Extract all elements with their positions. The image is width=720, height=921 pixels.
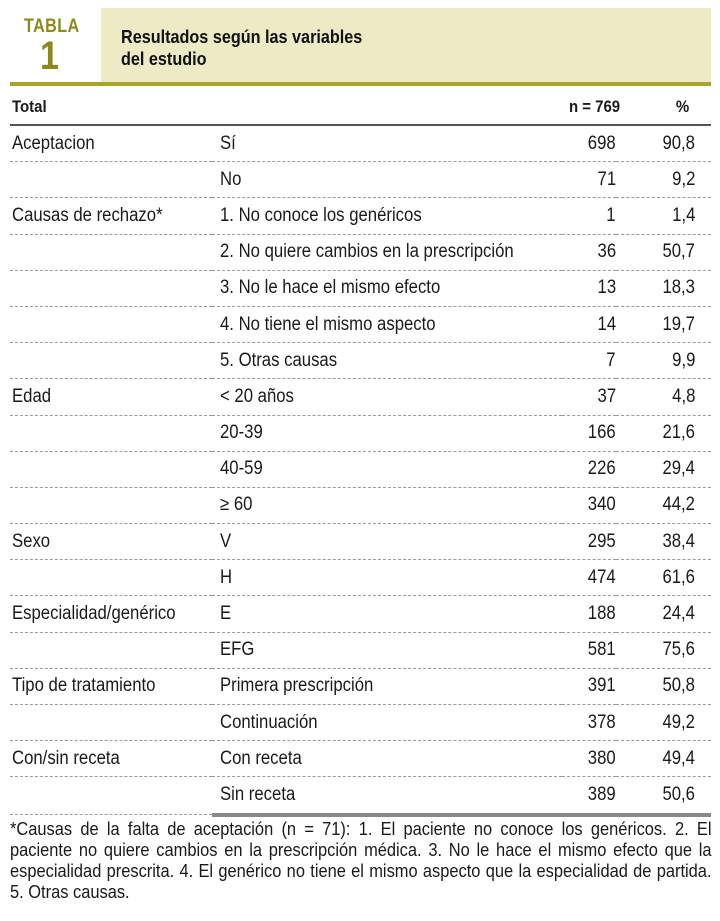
table-row <box>10 487 711 523</box>
table-row <box>10 125 711 162</box>
percent-cell-text: 50,6 <box>662 783 695 805</box>
count-cell-text: 378 <box>588 711 616 733</box>
count-cell <box>562 125 616 162</box>
count-cell <box>562 451 616 487</box>
count-cell-text: 698 <box>588 132 616 154</box>
variable-cell <box>10 451 212 487</box>
percent-cell <box>616 306 711 342</box>
category-cell-text: 2. No quiere cambios en la prescripción <box>220 241 514 263</box>
count-cell <box>562 705 616 741</box>
percent-cell-text: 61,6 <box>662 566 695 588</box>
count-cell-text: 295 <box>588 530 616 552</box>
table-title-line1: Resultados según las variables <box>121 27 363 47</box>
table-label-block <box>10 8 100 82</box>
table-row <box>10 415 711 451</box>
category-cell <box>212 668 562 704</box>
variable-cell-text: Tipo de tratamiento <box>12 675 156 697</box>
percent-cell-text: 49,2 <box>662 711 695 733</box>
percent-cell <box>616 234 711 270</box>
count-cell-text: 340 <box>588 494 616 516</box>
variable-cell <box>10 705 212 741</box>
category-cell-text: Sin receta <box>220 783 296 805</box>
category-cell <box>212 451 562 487</box>
category-cell-text: 1. No conoce los genéricos <box>220 204 422 226</box>
count-cell <box>562 306 616 342</box>
category-cell-text: 4. No tiene el mismo aspecto <box>220 313 436 335</box>
count-cell-text: 474 <box>588 566 616 588</box>
percent-cell <box>616 451 711 487</box>
count-cell-text: 1 <box>606 204 616 226</box>
category-cell <box>212 632 562 668</box>
category-cell-text: Primera prescripción <box>220 675 374 697</box>
count-cell-text: 14 <box>597 313 616 335</box>
count-cell <box>562 198 616 234</box>
percent-cell <box>616 343 711 379</box>
table-label: TABLA <box>24 16 80 37</box>
count-cell-text: 37 <box>597 385 616 407</box>
table-row <box>10 560 711 596</box>
percent-cell-text: 9,9 <box>671 349 695 371</box>
category-cell <box>212 270 562 306</box>
variable-cell <box>10 125 212 162</box>
table-row <box>10 270 711 306</box>
count-cell <box>562 487 616 523</box>
percent-cell-text: 50,7 <box>662 241 695 263</box>
header-divider <box>10 82 711 86</box>
count-cell <box>562 415 616 451</box>
category-cell-text: E <box>220 603 232 625</box>
variable-cell <box>10 306 212 342</box>
variable-cell <box>10 632 212 668</box>
count-cell <box>562 162 616 198</box>
category-cell <box>212 741 562 777</box>
variable-cell-text: Sexo <box>12 530 51 552</box>
table-body <box>10 125 711 815</box>
count-cell-text: 389 <box>588 783 616 805</box>
count-cell-text: 36 <box>597 241 616 263</box>
category-cell <box>212 198 562 234</box>
category-cell-text: 20-39 <box>220 422 263 444</box>
count-cell-text: 226 <box>588 458 616 480</box>
percent-cell-text: 19,7 <box>662 313 695 335</box>
percent-cell <box>616 379 711 415</box>
percent-cell <box>616 560 711 596</box>
category-cell <box>212 306 562 342</box>
count-cell-text: 581 <box>588 639 616 661</box>
count-cell <box>562 741 616 777</box>
percent-cell-text: 90,8 <box>662 132 695 154</box>
count-cell <box>562 560 616 596</box>
variable-cell <box>10 415 212 451</box>
category-cell-text: V <box>220 530 232 552</box>
table-header-row <box>10 90 711 125</box>
table-row <box>10 343 711 379</box>
percent-cell-text: 21,6 <box>662 422 695 444</box>
column-header-total: Total <box>10 90 212 125</box>
count-cell-text: 391 <box>588 675 616 697</box>
percent-cell-text: 9,2 <box>671 168 695 190</box>
category-cell-text: 3. No le hace el mismo efecto <box>220 277 441 299</box>
results-table <box>10 90 711 817</box>
percent-cell-text: 24,4 <box>662 603 695 625</box>
category-cell <box>212 560 562 596</box>
percent-cell-text: 44,2 <box>662 494 695 516</box>
count-cell <box>562 234 616 270</box>
category-cell <box>212 596 562 632</box>
variable-cell-text: Con/sin receta <box>12 747 120 769</box>
category-cell-text: 5. Otras causas <box>220 349 338 371</box>
variable-cell <box>10 777 212 815</box>
percent-cell-text: 18,3 <box>662 277 695 299</box>
variable-cell <box>10 560 212 596</box>
table-row <box>10 596 711 632</box>
percent-cell <box>616 270 711 306</box>
category-cell <box>212 234 562 270</box>
variable-cell-text: Edad <box>12 385 52 407</box>
category-cell <box>212 379 562 415</box>
table-title-block <box>101 8 711 82</box>
percent-cell <box>616 198 711 234</box>
category-cell-text: 40-59 <box>220 458 263 480</box>
variable-cell <box>10 379 212 415</box>
category-cell-text: < 20 años <box>220 385 294 407</box>
count-cell-text: 380 <box>588 747 616 769</box>
table-row <box>10 306 711 342</box>
count-cell <box>562 596 616 632</box>
category-cell <box>212 415 562 451</box>
table-row <box>10 198 711 234</box>
table-row <box>10 524 711 560</box>
column-header-n: n = 769 <box>562 90 616 125</box>
table-title <box>121 26 362 70</box>
table-footnote <box>10 818 711 902</box>
percent-cell <box>616 632 711 668</box>
table-row <box>10 705 711 741</box>
count-cell-text: 166 <box>588 422 616 444</box>
variable-cell-text: Causas de rechazo* <box>12 204 163 226</box>
table-title-line2: del estudio <box>121 49 207 69</box>
table-row <box>10 632 711 668</box>
percent-cell-text: 38,4 <box>662 530 695 552</box>
count-cell <box>562 777 616 815</box>
variable-cell-text: Aceptacion <box>12 132 95 154</box>
variable-cell <box>10 487 212 523</box>
table-row <box>10 668 711 704</box>
percent-cell <box>616 777 711 815</box>
percent-cell <box>616 524 711 560</box>
count-cell <box>562 379 616 415</box>
count-cell <box>562 343 616 379</box>
category-cell-text: ≥ 60 <box>220 494 253 516</box>
percent-cell-text: 49,4 <box>662 747 695 769</box>
table-row <box>10 234 711 270</box>
table-header <box>10 8 711 82</box>
table-row <box>10 379 711 415</box>
count-cell <box>562 668 616 704</box>
variable-cell <box>10 234 212 270</box>
category-cell <box>212 705 562 741</box>
variable-cell <box>10 524 212 560</box>
category-cell <box>212 524 562 560</box>
percent-cell <box>616 487 711 523</box>
percent-cell <box>616 668 711 704</box>
count-cell <box>562 270 616 306</box>
percent-cell-text: 1,4 <box>671 204 695 226</box>
category-cell-text: Con receta <box>220 747 302 769</box>
percent-cell-text: 29,4 <box>662 458 695 480</box>
variable-cell <box>10 198 212 234</box>
variable-cell <box>10 270 212 306</box>
category-cell <box>212 125 562 162</box>
percent-cell <box>616 125 711 162</box>
column-header-category <box>212 90 562 125</box>
table-row <box>10 162 711 198</box>
footnote-text: *Causas de la falta de aceptación (n = 71): 1. El paciente no conoce los genéricos. 2. El paciente no quiere cambios en la prescripción médica. 3. No le hace el mismo efecto que la especialidad prescrita. 4. El genérico no tiene el mismo aspecto que la especialidad de partida. 5. Otras causas. <box>10 818 712 902</box>
percent-cell <box>616 741 711 777</box>
category-cell-text: Sí <box>220 132 236 154</box>
percent-cell-text: 4,8 <box>671 385 695 407</box>
category-cell-text: Continuación <box>220 711 318 733</box>
percent-cell-text: 50,8 <box>662 675 695 697</box>
variable-cell <box>10 741 212 777</box>
table-row <box>10 777 711 815</box>
category-cell <box>212 487 562 523</box>
variable-cell <box>10 162 212 198</box>
percent-cell <box>616 596 711 632</box>
count-cell-text: 71 <box>597 168 616 190</box>
percent-cell <box>616 705 711 741</box>
category-cell-text: EFG <box>220 639 255 661</box>
percent-cell-text: 75,6 <box>662 639 695 661</box>
table-number: 1 <box>40 34 59 78</box>
category-cell <box>212 343 562 379</box>
variable-cell <box>10 343 212 379</box>
count-cell <box>562 524 616 560</box>
count-cell-text: 7 <box>606 349 616 371</box>
column-header-percent: % <box>616 90 711 125</box>
table-row <box>10 451 711 487</box>
percent-cell <box>616 162 711 198</box>
count-cell-text: 188 <box>588 603 616 625</box>
category-cell-text: No <box>220 168 242 190</box>
count-cell <box>562 632 616 668</box>
variable-cell <box>10 668 212 704</box>
count-cell-text: 13 <box>597 277 616 299</box>
percent-cell <box>616 415 711 451</box>
variable-cell-text: Especialidad/genérico <box>12 603 176 625</box>
category-cell <box>212 162 562 198</box>
category-cell <box>212 777 562 815</box>
table-row <box>10 741 711 777</box>
category-cell-text: H <box>220 566 233 588</box>
variable-cell <box>10 596 212 632</box>
